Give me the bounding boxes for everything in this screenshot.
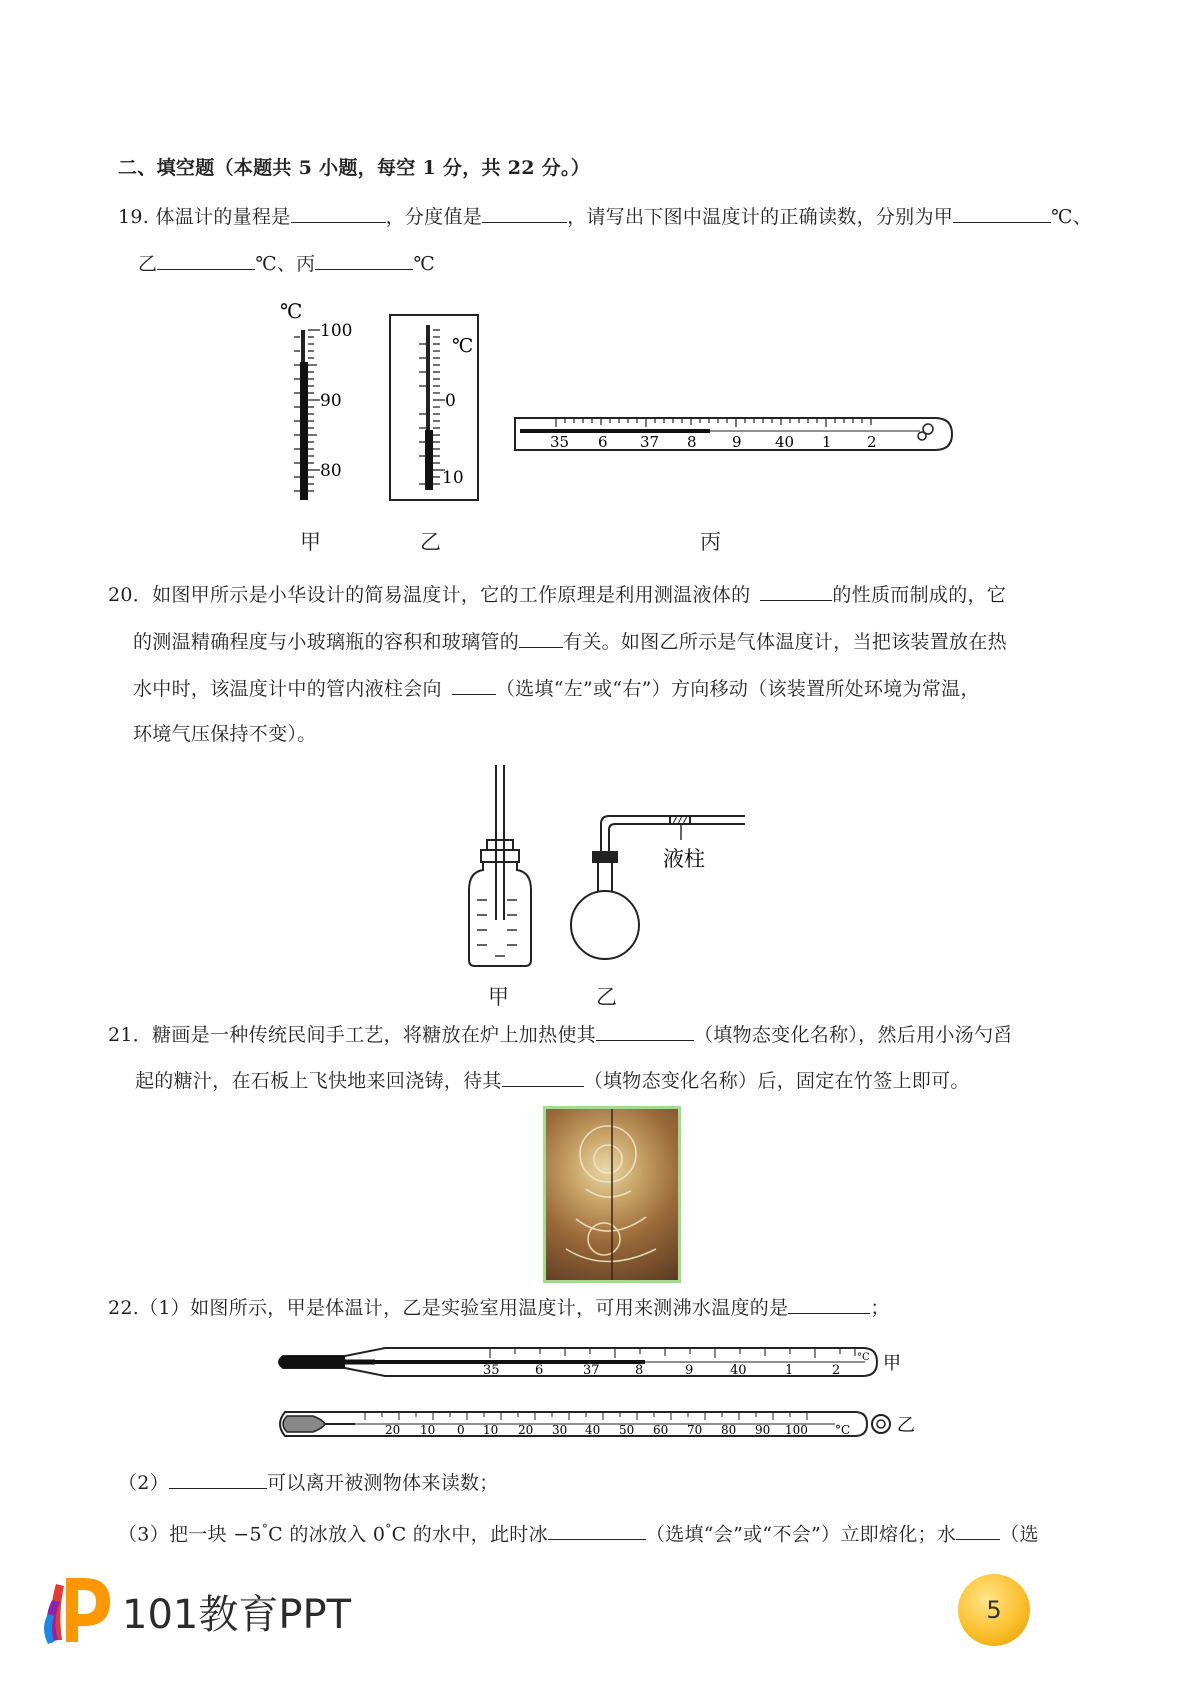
bing-tick-40: 40	[775, 433, 795, 451]
q22-text-5: （3）把一块	[118, 1523, 234, 1546]
q22-blank-3[interactable]	[548, 1519, 646, 1540]
q19-label-yi: 乙	[420, 530, 441, 554]
q22-blank-2[interactable]	[169, 1468, 267, 1489]
yi-tick-0: 0	[445, 391, 456, 411]
q22-temp-0: 0	[372, 1523, 386, 1546]
yi-scale-10-neg: 10	[420, 1423, 436, 1437]
yi-scale-50: 50	[619, 1423, 635, 1437]
q21-text-4: （填物态变化名称）后，固定在竹签上即可。	[583, 1070, 970, 1092]
q21-text-1: 21．糖画是一种传统民间手工艺，将糖放在炉上加热使其	[108, 1024, 596, 1046]
bing-tick-8: 8	[687, 433, 697, 451]
q20-blank-tube[interactable]	[519, 627, 563, 648]
q20-line2	[133, 627, 1007, 655]
sugar-painting-illustration	[546, 1109, 678, 1280]
q19-blank-jia[interactable]	[953, 202, 1051, 223]
q20-line3	[133, 674, 980, 702]
brand-logo-icon	[38, 1570, 118, 1650]
flask-gas-thermometer	[571, 816, 745, 959]
q22-text-2: ；	[870, 1297, 890, 1319]
jia-scale-37: 37	[583, 1363, 600, 1378]
jia-scale-8: 8	[635, 1363, 644, 1378]
bing-tick-9: 9	[732, 433, 742, 451]
jia-scale-1: 1	[785, 1363, 794, 1378]
q19-blank-yi[interactable]	[157, 249, 255, 270]
bing-tick-2: 2	[867, 433, 877, 451]
bottle-thermometer	[469, 765, 531, 966]
q22-celsius-2: C	[391, 1523, 407, 1546]
thermometer-jia	[280, 300, 352, 500]
q22-blank-1[interactable]	[788, 1293, 870, 1314]
q22-degree-2: °	[385, 1522, 392, 1536]
q21-text-2: （填物态变化名称），然后用小汤勺舀	[693, 1024, 1013, 1046]
jia-thermometer-label: 甲	[883, 1353, 901, 1374]
q19-blank-division[interactable]	[482, 202, 567, 223]
yi-scale-unit: °C	[835, 1423, 851, 1437]
q22-line2	[118, 1468, 499, 1496]
jia-tick-80: 80	[320, 461, 342, 481]
q20-text-4: 有关。如图乙所示是气体温度计，当把该装置放在热	[563, 631, 1007, 653]
q19-blank-range[interactable]	[291, 202, 386, 223]
q20-text-5: 水中时，该温度计中的管内液柱会向	[133, 678, 442, 700]
q19-line1	[118, 202, 1092, 230]
page-number-badge	[958, 1574, 1030, 1646]
yi-scale-70: 70	[687, 1423, 703, 1437]
jia-scale-6: 6	[535, 1363, 544, 1378]
q21-blank-2[interactable]	[502, 1066, 584, 1087]
yi-unit: ℃	[452, 335, 474, 357]
jia-scale-40: 40	[730, 1363, 747, 1378]
q21-text-3: 起的糖汁，在石板上飞快地来回浇铸，待其	[135, 1070, 502, 1092]
q20-line4: 环境气压保持不变）。	[133, 723, 317, 745]
q22-thermometers-figure	[275, 1338, 935, 1458]
bing-tick-37: 37	[640, 433, 660, 451]
jia-scale-unit: °C	[857, 1352, 870, 1363]
q19-text-3: ，请写出下图中温度计的正确读数，分别为甲	[567, 206, 954, 228]
q22-text-6: 的冰放入	[283, 1523, 373, 1546]
jia-scale-2: 2	[832, 1363, 841, 1378]
brand-name: 101教育PPT	[122, 1592, 352, 1638]
q19-blank-bing[interactable]	[315, 249, 413, 270]
bing-tick-35: 35	[550, 433, 570, 451]
q19-line2	[138, 249, 435, 277]
q20-label-jia: 甲	[488, 985, 509, 1009]
yi-scale-40: 40	[585, 1423, 601, 1437]
yi-scale-80: 80	[721, 1423, 737, 1437]
yi-scale-10: 10	[483, 1423, 499, 1437]
jia-scale-9: 9	[685, 1363, 694, 1378]
q20-text-2: 的性质而制成的，它	[832, 584, 1007, 606]
page-number: 5	[986, 1596, 1002, 1624]
q20-line1	[108, 580, 1006, 608]
q21-line2	[135, 1066, 970, 1094]
q19-text-5: 乙	[138, 253, 158, 275]
q21-line1	[108, 1020, 1013, 1048]
jia-scale-35: 35	[483, 1363, 500, 1378]
sugar-painting-photo	[543, 1106, 681, 1283]
q22-line3	[118, 1516, 1039, 1547]
bing-tick-1: 1	[822, 433, 832, 451]
q19-thermometer-figure	[280, 300, 960, 560]
q22-celsius-1: C	[268, 1523, 283, 1546]
q22-text-1: 22.（1）如图所示，甲是体温计，乙是实验室用温度计，可用来测沸水温度的是	[108, 1297, 789, 1319]
q20-label-yi: 乙	[596, 985, 617, 1009]
q19-text-2: ，分度值是	[385, 206, 483, 228]
q22-text-7: 的水中，此时冰	[406, 1523, 548, 1546]
yi-thermometer-label: 乙	[897, 1415, 915, 1436]
yi-scale-0: 0	[457, 1423, 465, 1437]
q20-apparatus-figure	[455, 760, 745, 980]
yi-scale-20: 20	[518, 1423, 534, 1437]
q22-temp-minus5: −5	[233, 1523, 262, 1546]
q22-text-9: （选	[1000, 1523, 1039, 1546]
q19-label-jia: 甲	[300, 530, 321, 554]
lab-thermometer-yi	[280, 1412, 915, 1437]
q22-blank-4[interactable]	[956, 1519, 1000, 1540]
q20-blank-principle[interactable]	[760, 580, 832, 601]
q20-blank-direction[interactable]	[452, 674, 496, 695]
q22-text-3: （2）	[118, 1472, 169, 1494]
q20-text-3: 的测温精确程度与小玻璃瓶的容积和玻璃管的	[133, 631, 520, 653]
q21-blank-1[interactable]	[596, 1020, 694, 1041]
yi-scale-30: 30	[552, 1423, 568, 1437]
q19-text-1: 19. 体温计的量程是	[118, 206, 291, 228]
jia-tick-100: 100	[320, 321, 353, 341]
thermometer-bing	[515, 418, 952, 451]
q22-degree-1: °	[261, 1522, 269, 1536]
q19-text-7: ℃	[413, 253, 436, 275]
q20-liquid-column-label: 液柱	[663, 847, 705, 871]
section-title: 二、填空题（本题共 5 小题，每空 1 分，共 22 分。）	[118, 157, 591, 179]
q22-line1	[108, 1293, 890, 1321]
q20-text-6: （选填“左”或“右”）方向移动（该装置所处环境为常温，	[495, 678, 980, 700]
bing-tick-6: 6	[598, 433, 608, 451]
q22-text-8: （选填“会”或“不会”）立即熔化；水	[645, 1523, 957, 1546]
yi-scale-100: 100	[785, 1423, 808, 1437]
q19-text-4: ℃、	[1051, 206, 1092, 228]
yi-scale-90: 90	[755, 1423, 771, 1437]
thermometer-yi	[390, 315, 478, 500]
clinical-thermometer-jia	[279, 1348, 901, 1378]
q19-label-bing: 丙	[700, 530, 721, 554]
q20-text-1: 20．如图甲所示是小华设计的简易温度计，它的工作原理是利用测温液体的	[108, 584, 751, 606]
q22-text-4: 可以离开被测物体来读数；	[267, 1472, 499, 1494]
jia-unit: ℃	[280, 300, 303, 323]
yi-scale-20-neg: 20	[385, 1423, 401, 1437]
yi-scale-60: 60	[653, 1423, 669, 1437]
q19-text-6: ℃、丙	[255, 253, 316, 275]
jia-tick-90: 90	[320, 391, 342, 411]
yi-tick-10: 10	[442, 468, 464, 488]
